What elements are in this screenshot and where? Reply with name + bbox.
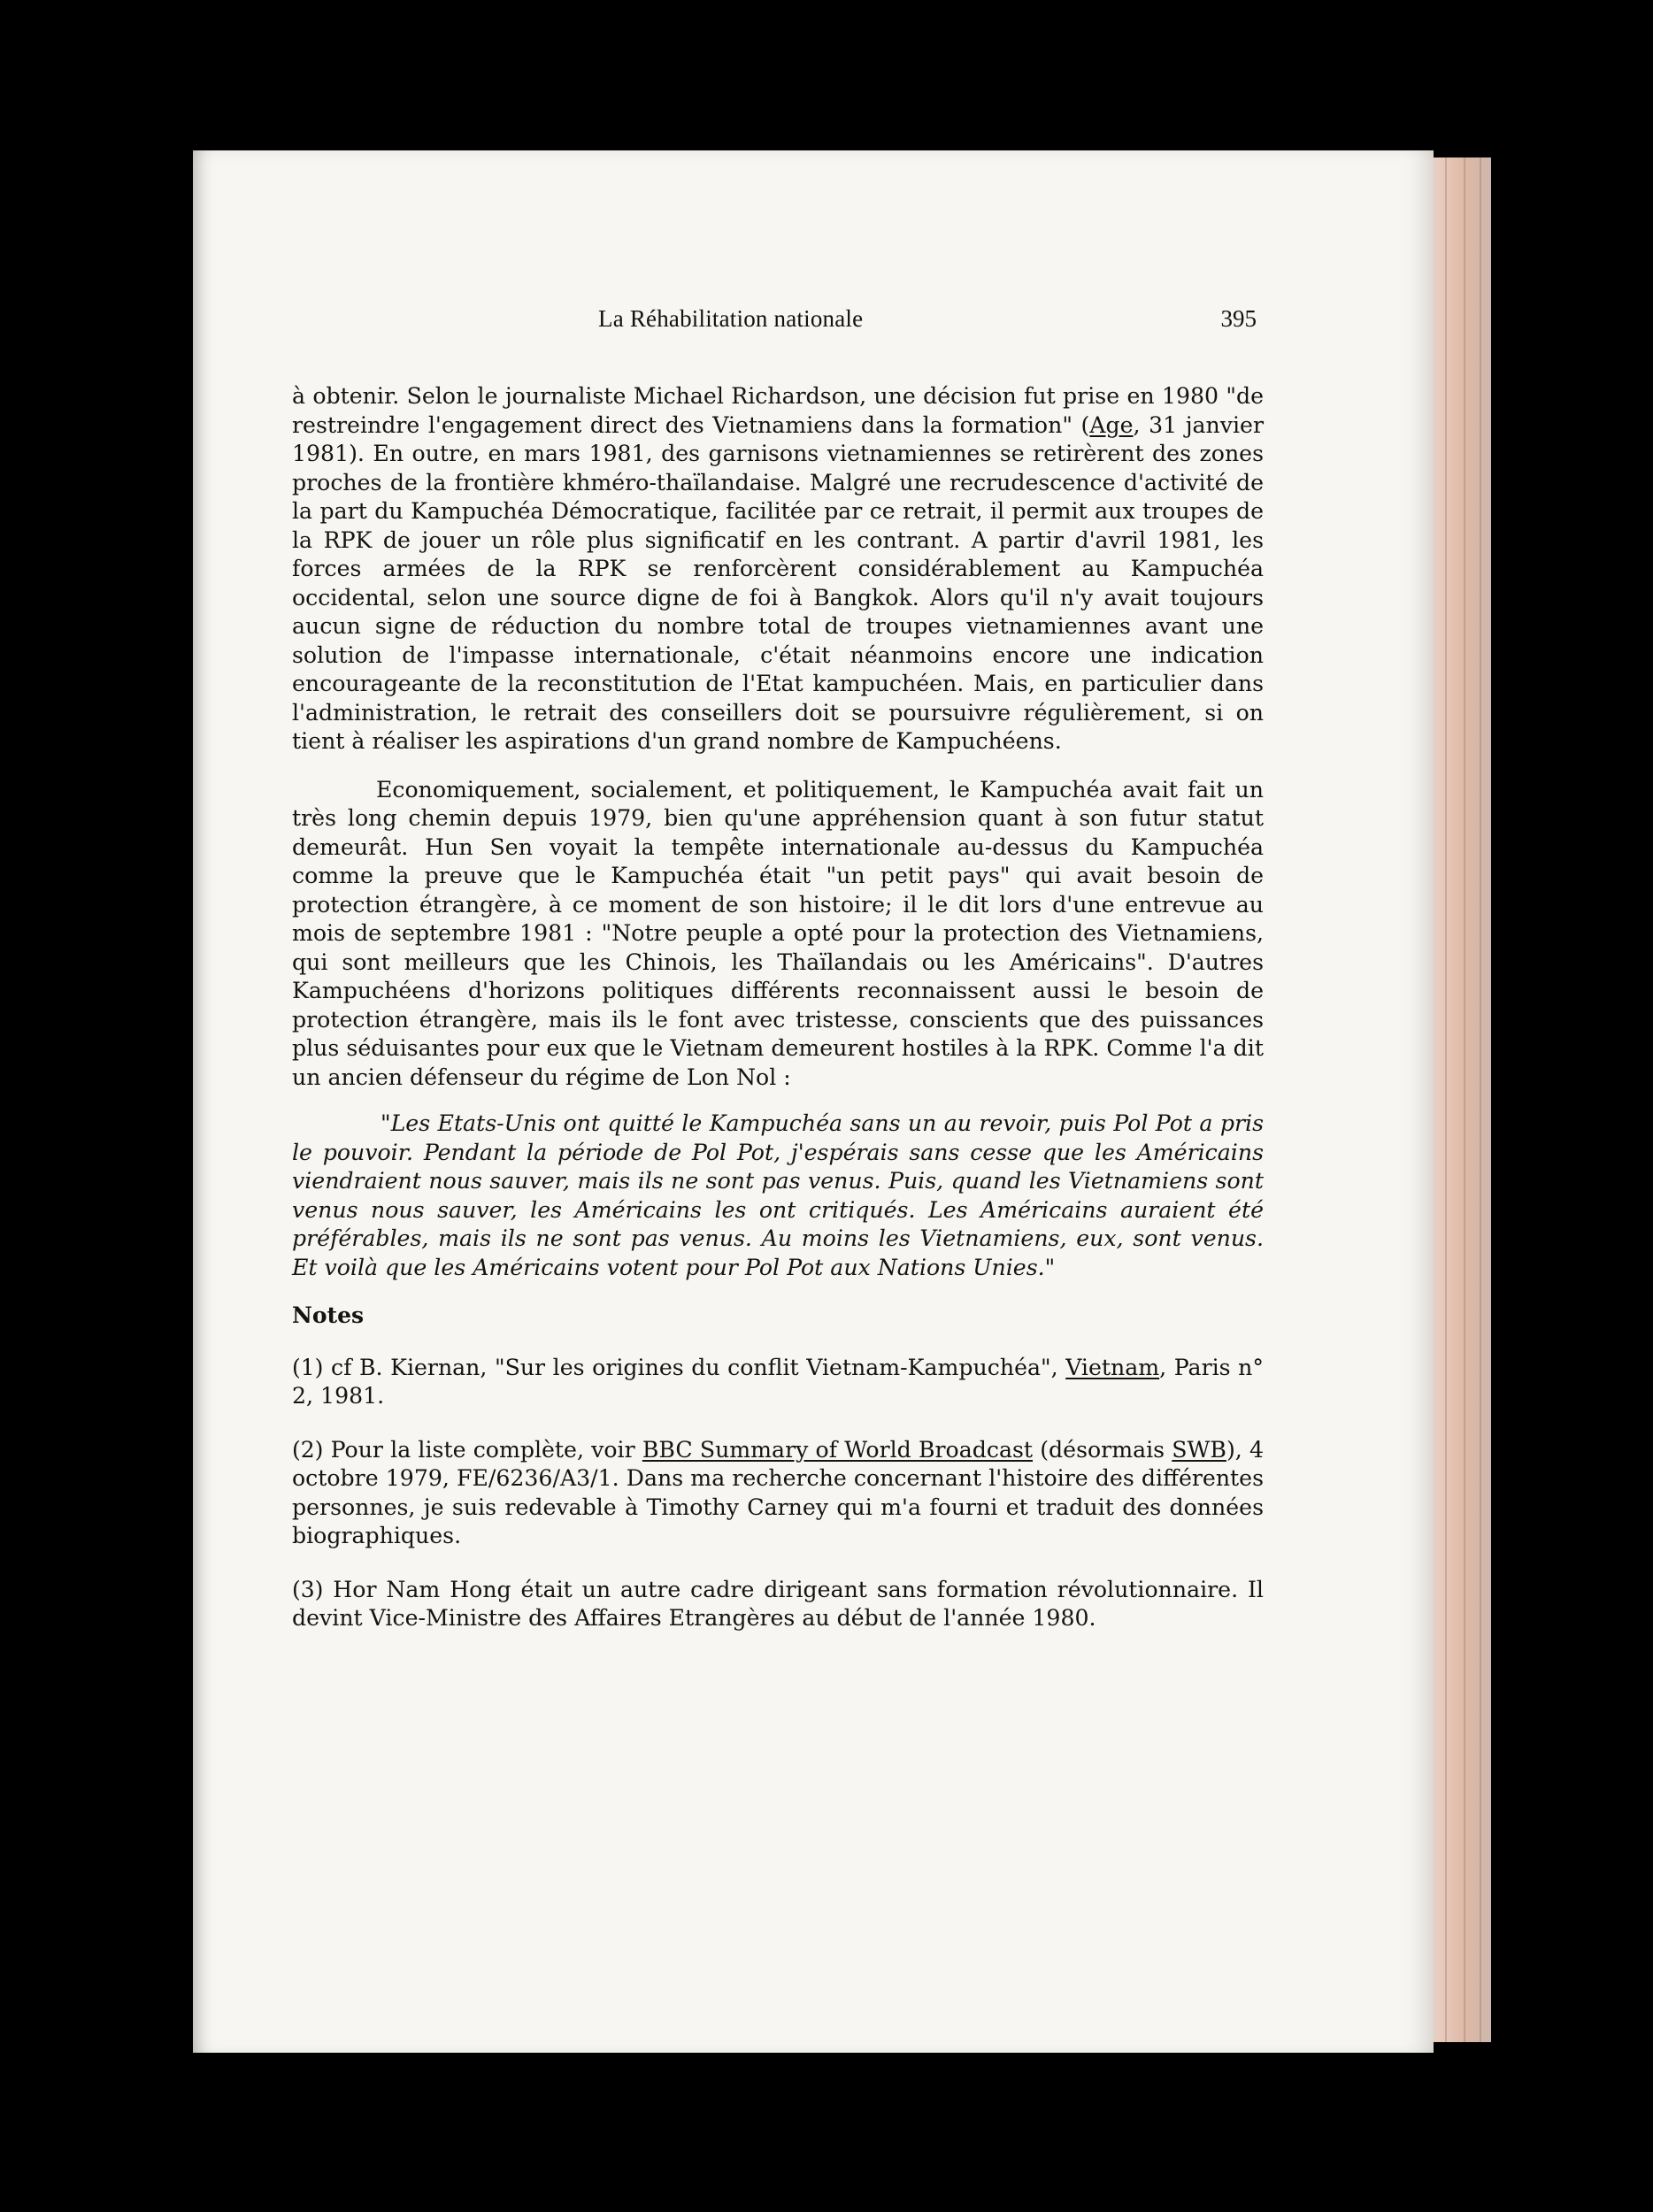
paragraph-1	[292, 382, 1264, 757]
page-edge-line	[1445, 157, 1447, 2042]
page-body	[292, 382, 1264, 1658]
paragraph-1-rest: , 31 janvier 1981). En outre, en mars 1981, des garnisons vietnamiennes se retirèrent des zones proches de la frontière khméro-thaïlandaise. Malgré une recrudescence d'activité de la part du Kampuchéa Démocratique, facilitée par ce retrait, il permit aux troupes de la RPK de jouer un rôle plus significatif en les contrant. A partir d'avril 1981, les forces armées de la RPK se renforcèrent considérablement au Kampuchéa occidental, selon une source digne de foi à Bangkok. Alors qu'il n'y avait toujours aucun signe de réduction du nombre total de troupes vietnamiennes avant une solution de l'impasse internationale, c'était néanmoins encore une indication encourageante de la reconstitution de l'Etat kampuchéen. Mais, en particulier dans l'administration, le retrait des conseillers doit se poursuivre régulièrement, si on tient à réaliser les aspirations d'un grand nombre de Kampuchéens.	[292, 411, 1264, 754]
note-2-rest: ), 4 octobre 1979, FE/6236/A3/1. Dans ma recherche concernant l'histoire des différentes personnes, je suis redevable à Timothy Carney qui m'a fourni et traduit des données biographiques.	[292, 1436, 1264, 1548]
note-2-lead: Pour la liste complète, voir	[323, 1436, 642, 1463]
note-3-text: Hor Nam Hong était un autre cadre dirigeant sans formation révolutionnaire. Il devint Vice-Ministre des Affaires Etrangères au début de l'année 1980.	[292, 1576, 1264, 1631]
page-edge-line	[1480, 157, 1481, 2042]
note-2-mid: (désormais	[1033, 1436, 1172, 1463]
note-2	[292, 1436, 1264, 1551]
source-age: Age	[1089, 411, 1134, 438]
page-edge-line	[1464, 157, 1465, 2042]
note-2-abbrev: SWB	[1172, 1436, 1226, 1463]
paragraph-2: Economiquement, socialement, et politiquement, le Kampuchéa avait fait un très long chemin depuis 1979, bien qu'une appréhension quant à son futur statut demeurât. Hun Sen voyait la tempête internationale au-dessus du Kampuchéa comme la preuve que le Kampuchéa était "un petit pays" qui avait besoin de protection étrangère, à ce moment de son histoire; il le dit lors d'une entrevue au mois de septembre 1981 : "Notre peuple a opté pour la protection des Vietnamiens, qui sont meilleurs que les Chinois, les Thaïlandais ou les Américains". D'autres Kampuchéens d'horizons politiques différents reconnaissent aussi le besoin de protection étrangère, mais ils le font avec tristesse, conscients que des puissances plus séduisantes pour eux que le Vietnam demeurent hostiles à la RPK. Comme l'a dit un ancien défenseur du régime de Lon Nol :	[292, 776, 1264, 1090]
note-2-number: (2)	[292, 1436, 324, 1463]
page-header	[584, 305, 1257, 341]
running-head: La Réhabilitation nationale	[598, 305, 864, 332]
note-1-rest: , Paris n° 2, 1981.	[292, 1354, 1264, 1409]
note-3-number: (3)	[292, 1576, 324, 1602]
note-1-number: (1)	[292, 1354, 324, 1380]
note-1	[292, 1354, 1264, 1411]
note-2-publication: BBC Summary of World Broadcast	[642, 1436, 1034, 1463]
block-quote: "Les Etats-Unis ont quitté le Kampuchéa sans un au revoir, puis Pol Pot a pris le pouvoir. Pendant la période de Pol Pot, j'espérais sans cesse que les Américains viendraient nous sauver, mais ils ne sont pas venus. Puis, quand les Vietnamiens sont venus nous sauver, les Américains les ont critiqués. Les Américains auraient été préférables, mais ils ne sont pas venus. Au moins les Vietnamiens, eux, sont venus. Et voilà que les Américains votent pour Pol Pot aux Nations Unies."	[292, 1110, 1264, 1280]
note-1-lead: cf B. Kiernan, "Sur les origines du conflit Vietnam-Kampuchéa",	[323, 1354, 1066, 1380]
notes-heading: Notes	[292, 1302, 365, 1328]
page-number: 395	[1220, 305, 1257, 332]
note-3	[292, 1576, 1264, 1633]
paragraph-1-lead: à obtenir. Selon le journaliste Michael Richardson, une décision fut prise en 1980 "de restreindre l'engagement direct des Vietnamiens dans la formation" (	[292, 383, 1264, 438]
note-1-journal: Vietnam	[1065, 1354, 1160, 1380]
